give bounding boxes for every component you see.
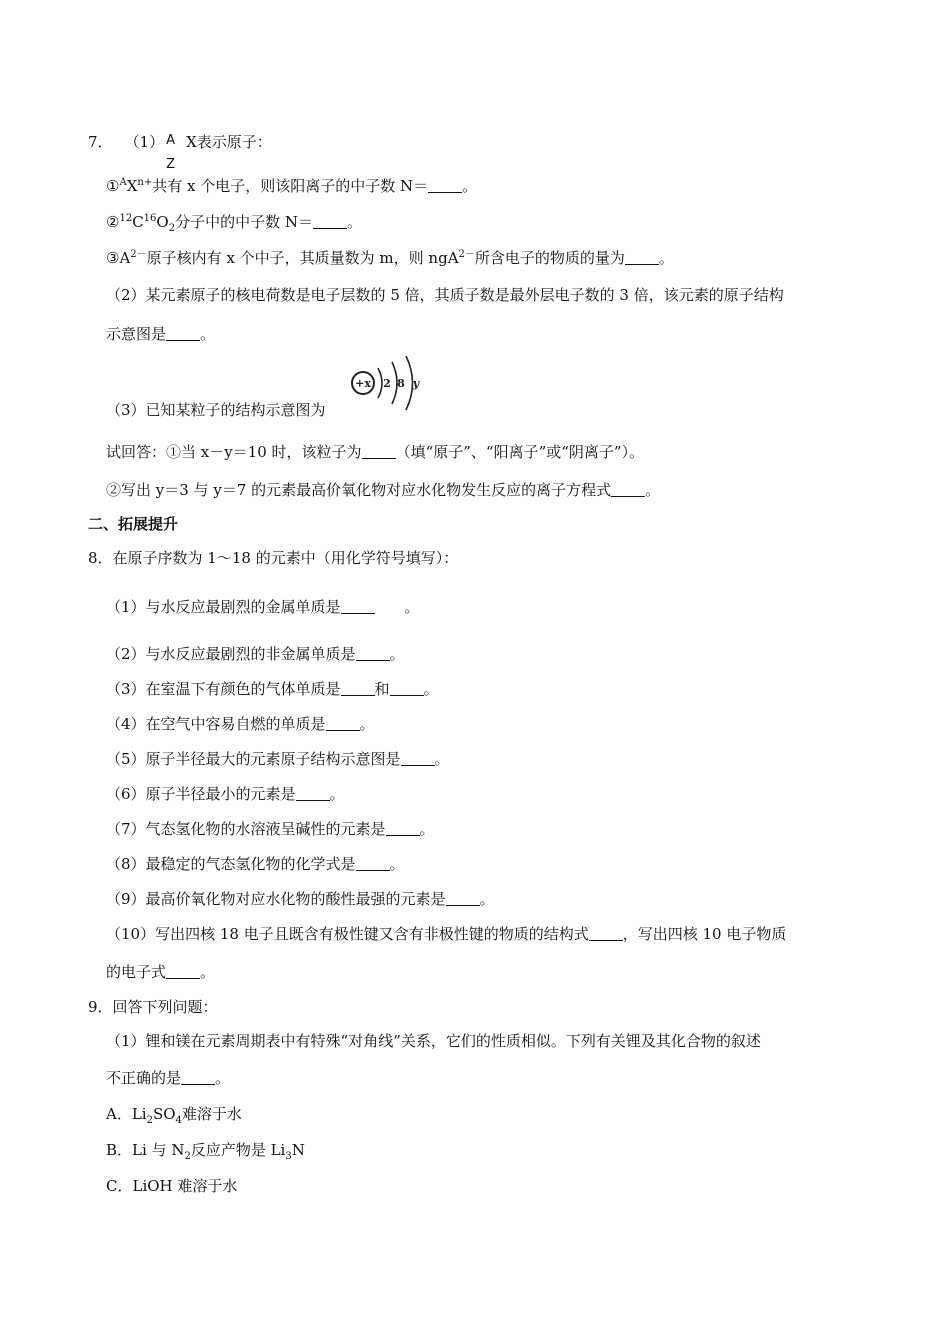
- answer-blank[interactable]: [356, 646, 390, 661]
- shell3-electrons: y: [412, 377, 420, 390]
- answer-blank[interactable]: [341, 681, 375, 696]
- q9-part1-line2: 不正确的是 。: [106, 1069, 231, 1087]
- q9-intro: 9．回答下列问题：: [88, 998, 218, 1016]
- answer-blank[interactable]: [386, 821, 420, 836]
- answer-blank[interactable]: [356, 856, 390, 871]
- answer-blank[interactable]: [589, 926, 623, 941]
- nuclide-symbol: A Z: [166, 133, 175, 172]
- answer-blank[interactable]: [341, 599, 375, 614]
- q7-answer2: ②写出 y＝3 与 y＝7 的元素最高价氧化物对应水化物发生反应的离子方程式 。: [106, 481, 661, 499]
- answer-blank[interactable]: [296, 786, 330, 801]
- answer-blank[interactable]: [446, 891, 480, 906]
- q8-item1: （1）与水反应最剧烈的金属单质是 。: [106, 598, 420, 616]
- q8-item10-line1: （10）写出四核 18 电子且既含有极性键又含有非极性键的物质的结构式 ，写出四核 10 电子物质: [106, 925, 787, 943]
- answer-blank[interactable]: [611, 482, 645, 497]
- q8-item2: （2）与水反应最剧烈的非金属单质是 。: [106, 645, 405, 663]
- q7-part3-line: （3）已知某粒子的结构示意图为: [106, 401, 326, 419]
- q8-item10-line2: 的电子式 。: [106, 963, 216, 981]
- shell2-electrons: 8: [397, 377, 405, 390]
- answer-blank[interactable]: [362, 444, 396, 459]
- answer-blank[interactable]: [390, 681, 424, 696]
- shell-arc-1: [378, 368, 382, 398]
- q7-item3: $③A^{2-}$原子核内有 x 个中子，其质量数为 m，则 ngA$^{2-}$所含电子的物质的量为 。: [106, 249, 674, 267]
- section-heading: 二、拓展提升: [88, 515, 179, 533]
- answer-blank[interactable]: [166, 326, 200, 341]
- shell1-electrons: 2: [383, 377, 391, 390]
- q7-part1-line: [88, 122, 272, 172]
- answer-blank[interactable]: [181, 1070, 215, 1085]
- answer-blank[interactable]: [428, 178, 462, 193]
- answer-blank[interactable]: [313, 214, 347, 229]
- q7-part1-prefix: （1）: [124, 133, 165, 151]
- q7-number: 7．: [88, 133, 113, 151]
- q7-item1: $①^AX^{n+}$共有 x 个电子，则该阳离子的中子数 N＝ 。: [106, 177, 478, 195]
- shell-arc-3: [406, 356, 413, 410]
- q8-item6: （6）原子半径最小的元素是 。: [106, 785, 345, 803]
- q7-answer1: 试回答：①当 x－y＝10 时，该粒子为 （填“原子”、“阳离子”或“阴离子”）。: [106, 443, 645, 461]
- q9-part1-line1: （1）锂和镁在元素周期表中有特殊“对角线”关系，它们的性质相似。下列有关锂及其化合物的叙述: [106, 1032, 761, 1050]
- q7-part2-line1: （2）某元素原子的核电荷数是电子层数的 5 倍，其质子数是最外层电子数的 3 倍，该元素的原子结构: [106, 286, 784, 304]
- q9-option-c[interactable]: C．LiOH 难溶于水: [106, 1177, 238, 1195]
- q8-intro: 8．在原子序数为 1～18 的元素中（用化学符号填写）：: [88, 549, 459, 567]
- q9-option-b[interactable]: B．Li 与 $N_2$反应产物是 $Li_3N$: [106, 1141, 305, 1162]
- q7-part2-line2: 示意图是 。: [106, 325, 216, 343]
- q8-item5: （5）原子半径最大的元素原子结构示意图是 。: [106, 750, 450, 768]
- answer-blank[interactable]: [166, 964, 200, 979]
- nuclide-element: X: [186, 133, 197, 151]
- answer-blank[interactable]: [625, 250, 659, 265]
- q8-item8: （8）最稳定的气态氢化物的化学式是 。: [106, 855, 405, 873]
- q8-item9: （9）最高价氧化物对应水化物的酸性最强的元素是 。: [106, 890, 495, 908]
- nucleus-charge: +x: [355, 377, 371, 390]
- answer-blank[interactable]: [401, 751, 435, 766]
- q7-part1-suffix: 表示原子：: [196, 133, 272, 151]
- particle-structure-diagram: [348, 354, 428, 412]
- q8-item4: （4）在空气中容易自燃的单质是 。: [106, 715, 375, 733]
- q9-option-a[interactable]: A．$Li_2SO_4$难溶于水: [106, 1105, 242, 1126]
- q8-item7: （7）气态氢化物的水溶液呈碱性的元素是 。: [106, 820, 435, 838]
- answer-blank[interactable]: [326, 716, 360, 731]
- q8-item3: （3）在室温下有颜色的气体单质是 和 。: [106, 680, 439, 698]
- q7-item2: $②^{12}C^{16}O_2$分子中的中子数 N＝ 。: [106, 213, 363, 234]
